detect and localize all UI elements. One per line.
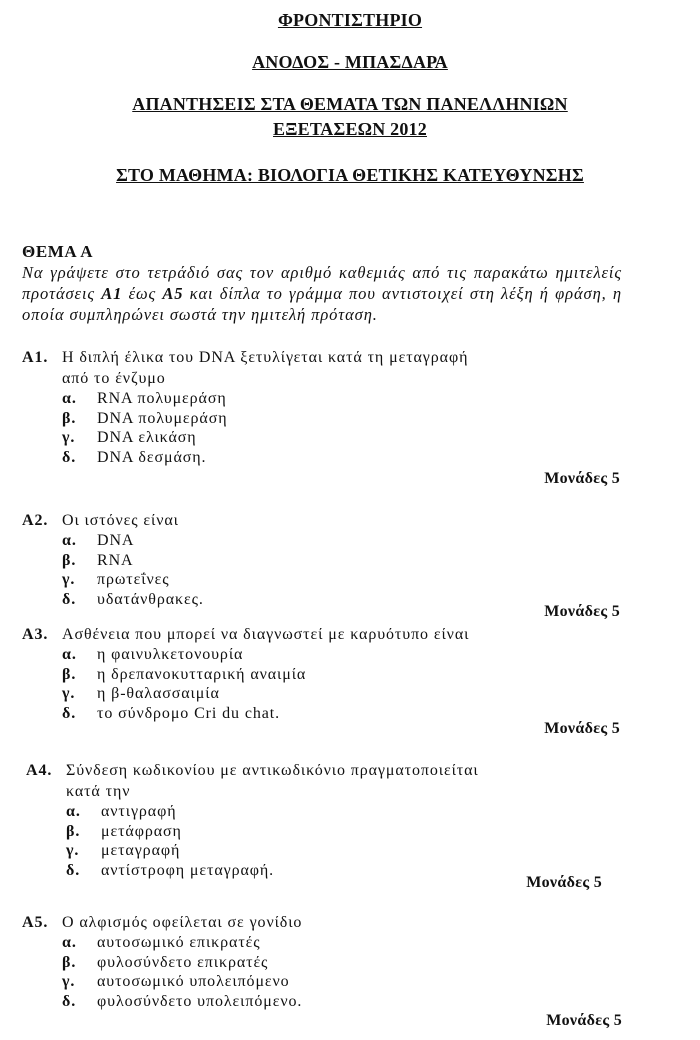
question-number: Α3.: [22, 626, 49, 643]
option-letter: α.: [62, 646, 77, 663]
instructions-part3: και δίπλα το γράμμα που αντιστοιχεί στη λέξη ή φράση, η οποία συμπληρώνει σωστά την ημιτελή πρόταση.: [22, 284, 623, 324]
instructions-part2: έως: [122, 284, 163, 303]
instructions-a1: Α1: [101, 284, 123, 303]
option-text: η β-θαλασσαιμία: [97, 685, 220, 702]
question-number: Α2.: [22, 512, 49, 529]
question-number: Α4.: [26, 762, 53, 779]
option-letter: γ.: [66, 842, 80, 859]
question-a2: [22, 510, 632, 609]
option: [26, 841, 636, 861]
option-text: η δρεπανοκυτταρική αναιμία: [97, 665, 307, 683]
option-letter: β.: [62, 551, 77, 569]
option-text: φυλοσύνδετο υπολειπόμενο.: [97, 992, 303, 1010]
question-a3: [22, 624, 632, 723]
option-text: DNA δεσμάση.: [97, 448, 207, 466]
question-text: Οι ιστόνες είναι: [62, 512, 179, 529]
option-letter: β.: [62, 953, 77, 971]
option-text: αυτοσωμικό επικρατές: [97, 934, 261, 951]
option-letter: α.: [62, 532, 77, 549]
question-text-continued: από το ένζυμο: [62, 370, 166, 387]
option-letter: γ.: [62, 685, 76, 702]
option-letter: β.: [66, 822, 81, 840]
school-location: ΑΝΟΔΟΣ - ΜΠΑΣΔΑΡΑ: [252, 52, 448, 72]
option-text: το σύνδρομο Cri du chat.: [97, 704, 281, 722]
question-a1: [22, 347, 632, 467]
option: [22, 684, 632, 704]
option-letter: γ.: [62, 429, 76, 446]
option-text: DNA ελικάση: [97, 429, 197, 446]
question-text: Η διπλή έλικα του DNA ξετυλίγεται κατά τη μεταγραφή: [62, 349, 469, 366]
option: [22, 531, 632, 551]
header-school: [0, 8, 700, 32]
option-text: μετάφραση: [101, 822, 182, 840]
school-title: ΦΡΟΝΤΙΣΤΗΡΙΟ: [277, 10, 423, 30]
option-letter: δ.: [62, 590, 77, 608]
marks-a4: Μονάδες 5: [526, 874, 602, 891]
question-text: Ο αλφισμός οφείλεται σε γονίδιο: [62, 914, 303, 931]
option: [22, 953, 632, 973]
option: [22, 389, 632, 409]
instructions: [22, 262, 622, 325]
option: [22, 645, 632, 665]
option: [22, 428, 632, 448]
option-text: αντίστροφη μεταγραφή.: [101, 861, 275, 879]
option: [22, 448, 632, 468]
option: [26, 802, 636, 822]
option-letter: β.: [62, 665, 77, 683]
option: [22, 992, 632, 1012]
exam-title-line1: ΑΠΑΝΤΗΣΕΙΣ ΣΤΑ ΘΕΜΑΤΑ ΤΩΝ ΠΑΝΕΛΛΗΝΙΩΝ: [132, 94, 568, 114]
option: [26, 822, 636, 842]
option-text: υδατάνθρακες.: [97, 590, 204, 608]
option-letter: δ.: [66, 861, 81, 879]
exam-title-line2: ΕΞΕΤΑΣΕΩΝ 2012: [273, 119, 427, 139]
instructions-part1: Να γράψετε στο τετράδιό σας τον αριθμό καθεμιάς από τις παρακάτω ημιτελείς προτάσεις: [22, 263, 622, 303]
option-text: DNA πολυμεράση: [97, 409, 228, 427]
option-text: αντιγραφή: [101, 803, 177, 820]
option-text: φυλοσύνδετο επικρατές: [97, 953, 269, 971]
option-letter: δ.: [62, 704, 77, 722]
option-letter: β.: [62, 409, 77, 427]
option-letter: δ.: [62, 992, 77, 1010]
subject-title: ΣΤΟ ΜΑΘΗΜΑ: ΒΙΟΛΟΓΙΑ ΘΕΤΙΚΗΣ ΚΑΤΕΥΘΥΝΣΗΣ: [116, 165, 584, 185]
option-letter: α.: [66, 803, 81, 820]
theme-title: ΘΕΜΑ Α: [22, 242, 94, 261]
option: [22, 551, 632, 571]
marks-a2: Μονάδες 5: [544, 603, 620, 620]
option: [22, 665, 632, 685]
option-letter: δ.: [62, 448, 77, 466]
option-letter: γ.: [62, 571, 76, 588]
option: [22, 972, 632, 992]
option: [22, 933, 632, 953]
option-text: η φαινυλκετονουρία: [97, 646, 244, 663]
option: [22, 704, 632, 724]
option-text: πρωτεΐνες: [97, 571, 170, 588]
option-letter: α.: [62, 934, 77, 951]
question-a5: [22, 912, 632, 1011]
option-text: αυτοσωμικό υπολειπόμενο: [97, 973, 290, 990]
option-text: μεταγραφή: [101, 842, 181, 859]
option: [22, 409, 632, 429]
option-text: RNA: [97, 551, 134, 569]
question-text-continued: κατά την: [66, 783, 131, 800]
option-text: RNA πολυμεράση: [97, 390, 227, 407]
question-number: Α1.: [22, 349, 49, 366]
instructions-a5: Α5: [162, 284, 184, 303]
option: [22, 570, 632, 590]
question-a4: [26, 760, 636, 880]
header-subject: [0, 163, 700, 187]
option-letter: γ.: [62, 973, 76, 990]
marks-a3: Μονάδες 5: [544, 720, 620, 737]
marks-a1: Μονάδες 5: [544, 470, 620, 487]
option: [22, 590, 632, 610]
question-text: Ασθένεια που μπορεί να διαγνωστεί με καρυότυπο είναι: [62, 626, 470, 643]
header-location: [0, 50, 700, 74]
question-number: Α5.: [22, 914, 49, 931]
marks-a5: Μονάδες 5: [546, 1012, 622, 1029]
option-text: DNA: [97, 532, 135, 549]
question-text: Σύνδεση κωδικονίου με αντικωδικόνιο πραγματοποιείται: [66, 762, 479, 779]
option-letter: α.: [62, 390, 77, 407]
header-exam: [0, 92, 700, 142]
